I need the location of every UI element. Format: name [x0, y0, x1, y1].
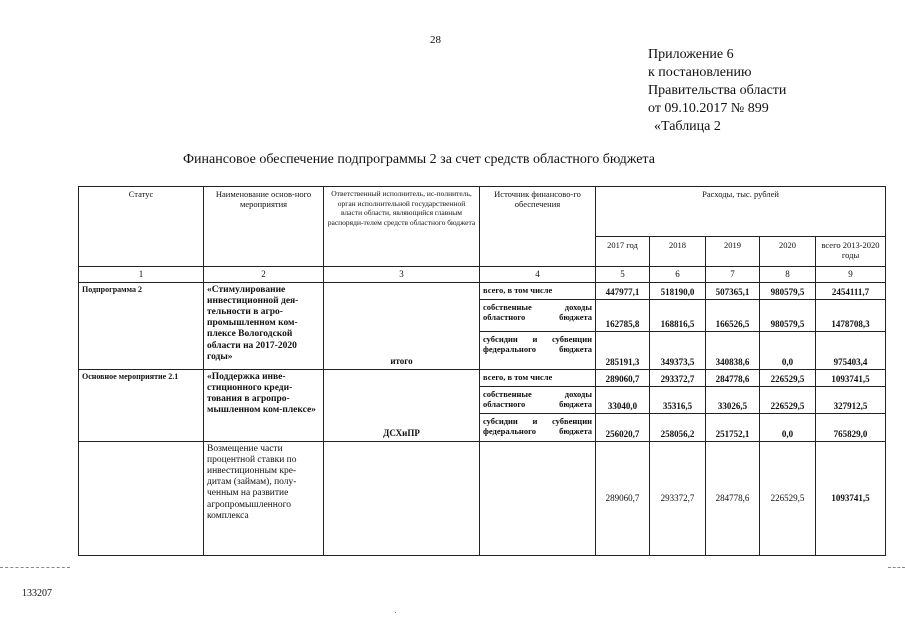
value-cell: 251752,1: [706, 413, 760, 441]
value-cell: 226529,5: [760, 441, 816, 555]
value-cell: 980579,5: [760, 299, 816, 331]
column-number: 1: [79, 267, 204, 283]
value-cell: 162785,8: [596, 299, 650, 331]
header-executor: Ответственный исполнитель, ис-полнитель, орган исполнительной государственной власти области, являющийся главным распоряди-телем средств областного бюджета: [324, 187, 480, 267]
status-cell: Основное мероприятие 2.1: [79, 369, 204, 441]
source-cell: всего, в том числе: [480, 369, 596, 386]
value-cell: 1093741,5: [816, 441, 886, 555]
appendix-line: к постановлению: [648, 65, 752, 80]
value-cell: 284778,6: [706, 369, 760, 386]
cut-line: [888, 567, 905, 568]
header-year-2018: 2018: [650, 237, 706, 267]
executor-cell: ДСХиПР: [324, 369, 480, 441]
source-cell: [480, 441, 596, 555]
value-cell: 0,0: [760, 331, 816, 369]
value-cell: 293372,7: [650, 441, 706, 555]
value-cell: 258056,2: [650, 413, 706, 441]
value-cell: 518190,0: [650, 282, 706, 299]
table-row: [79, 282, 886, 299]
value-cell: 284778,6: [706, 441, 760, 555]
value-cell: 168816,5: [650, 299, 706, 331]
value-cell: 289060,7: [596, 441, 650, 555]
value-cell: 226529,5: [760, 386, 816, 413]
header-measure: Наименование основ-ного мероприятия: [204, 187, 324, 267]
value-cell: 33026,5: [706, 386, 760, 413]
value-cell: 507365,1: [706, 282, 760, 299]
value-cell: 166526,5: [706, 299, 760, 331]
header-year-2017: 2017 год: [596, 237, 650, 267]
column-number: 6: [650, 267, 706, 283]
scan-dot: [395, 612, 396, 613]
value-cell: 289060,7: [596, 369, 650, 386]
executor-cell: [324, 441, 480, 555]
source-cell: субсидии и субвенции федерального бюджета: [480, 331, 596, 369]
document-title: Финансовое обеспечение подпрограммы 2 за счет средств областного бюджета: [183, 152, 655, 167]
header-status: Статус: [79, 187, 204, 267]
value-cell: 447977,1: [596, 282, 650, 299]
header-row: [79, 187, 886, 237]
column-number-row: [79, 267, 886, 283]
source-cell: собственные доходы областного бюджета: [480, 299, 596, 331]
source-cell: собственные доходы областного бюджета: [480, 386, 596, 413]
value-cell: 349373,5: [650, 331, 706, 369]
source-cell: всего, в том числе: [480, 282, 596, 299]
column-number: 2: [204, 267, 324, 283]
appendix-line: Приложение 6: [648, 47, 734, 62]
column-number: 8: [760, 267, 816, 283]
column-number: 7: [706, 267, 760, 283]
measure-cell: Возмещение части процентной ставки по инвестиционным кре-дитам (займам), полу-ченным на развитие агропромышленного комплекса: [204, 441, 324, 555]
value-cell: 1478708,3: [816, 299, 886, 331]
source-cell: субсидии и субвенции федерального бюджета: [480, 413, 596, 441]
value-cell: 285191,3: [596, 331, 650, 369]
header-expenses: Расходы, тыс. рублей: [596, 187, 886, 237]
value-cell: 0,0: [760, 413, 816, 441]
value-cell: 35316,5: [650, 386, 706, 413]
value-cell: 327912,5: [816, 386, 886, 413]
financing-table: [78, 186, 886, 556]
value-cell: 975403,4: [816, 331, 886, 369]
value-cell: 226529,5: [760, 369, 816, 386]
value-cell: 293372,7: [650, 369, 706, 386]
value-cell: 2454111,7: [816, 282, 886, 299]
cut-line: [0, 567, 70, 568]
measure-cell: «Поддержка инве-стиционного креди-тования в агропро-мышленном ком-плексе»: [204, 369, 324, 441]
executor-cell: итого: [324, 282, 480, 369]
value-cell: 980579,5: [760, 282, 816, 299]
page-number: 28: [430, 34, 441, 46]
value-cell: 340838,6: [706, 331, 760, 369]
value-cell: 33040,0: [596, 386, 650, 413]
measure-cell: «Стимулирование инвестиционной дея-тельности в агро-промышленном ком-плексе Вологодской области на 2017-2020 годы»: [204, 282, 324, 369]
header-year-2020: 2020: [760, 237, 816, 267]
column-number: 9: [816, 267, 886, 283]
doc-id: 133207: [22, 588, 52, 599]
appendix-block: [648, 46, 786, 136]
appendix-line: Правительства области: [648, 83, 787, 98]
column-number: 3: [324, 267, 480, 283]
column-number: 4: [480, 267, 596, 283]
column-number: 5: [596, 267, 650, 283]
status-cell: Подпрограмма 2: [79, 282, 204, 369]
value-cell: 1093741,5: [816, 369, 886, 386]
status-cell: [79, 441, 204, 555]
header-total: всего 2013-2020 годы: [816, 237, 886, 267]
appendix-line: от 09.10.2017 № 899: [648, 101, 769, 116]
header-source: Источник финансово-го обеспечения: [480, 187, 596, 267]
value-cell: 765829,0: [816, 413, 886, 441]
table-row: [79, 441, 886, 555]
header-year-2019: 2019: [706, 237, 760, 267]
value-cell: 256020,7: [596, 413, 650, 441]
appendix-line: «Таблица 2: [654, 119, 721, 134]
table-row: [79, 369, 886, 386]
